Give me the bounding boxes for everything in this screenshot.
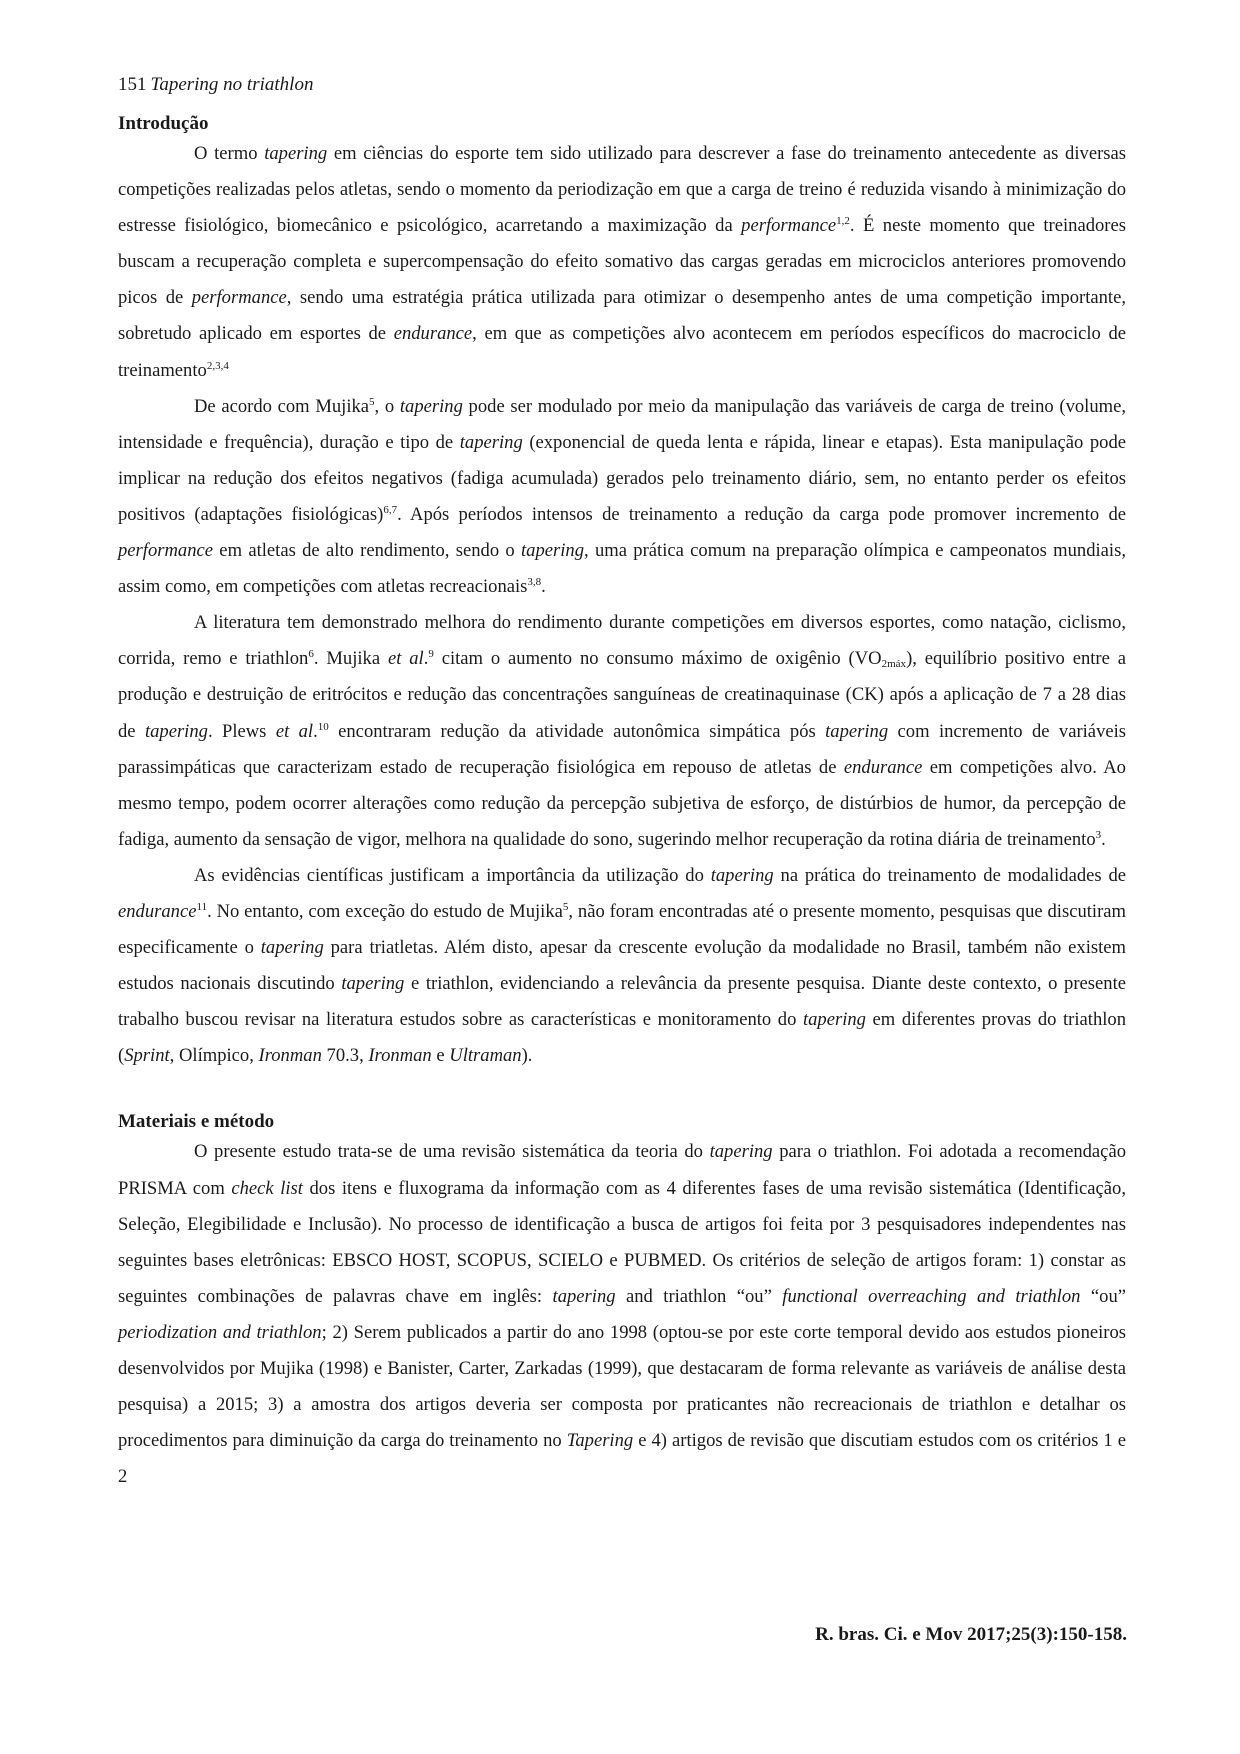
italic-term: Ironman	[368, 1045, 432, 1067]
running-title: Tapering no triathlon	[150, 74, 314, 95]
intro-paragraph-2: De acordo com Mujika$^5$, o tapering pode ser modulado por meio da manipulação das variáveis de carga de treino (volume, intensidade e frequência), duração e tipo de tapering (exponencial de queda lenta e rápida, linear e etapas). Esta manipulação pode implicar na redução dos efeitos negativos (fadiga acumulada) gerados pelo treinamento diário, sem, no entanto perder os efeitos positivos (adaptações fisiológicas)$^{6,7}$. Após períodos intensos de treinamento a redução da carga pode promover incremento de performance em atletas de alto rendimento, sendo o tapering, uma prática comum na preparação olímpica e campeonatos mundiais, assim como, em competições com atletas recreacionais$^{3,8}$.	[118, 395, 1127, 598]
citation-superscript: 1,2	[836, 215, 850, 228]
italic-term: Ironman	[258, 1045, 322, 1067]
journal-citation-footer: R. bras. Ci. e Mov 2017;25(3):150-158.	[815, 1624, 1127, 1645]
citation-superscript: 3,8	[527, 576, 542, 589]
section-spacer	[118, 1074, 1126, 1110]
italic-term: endurance	[843, 756, 923, 778]
citation-superscript: 11	[196, 900, 208, 913]
italic-term: tapering	[260, 937, 324, 959]
italic-term: check list	[231, 1177, 303, 1199]
italic-term: tapering	[264, 143, 328, 164]
italic-term: Tapering	[566, 1430, 634, 1452]
italic-term: tapering	[552, 1285, 616, 1307]
italic-term: et al	[275, 720, 314, 742]
italic-term: tapering	[710, 864, 774, 886]
italic-term: performance	[741, 215, 837, 237]
intro-paragraph-4: As evidências científicas justificam a importância da utilização do tapering na prática do treinamento de modalidades de endurance$^{11}$. No entanto, com exceção do estudo de Mujika$^5$, não foram encontradas até o presente momento, pesquisas que discutiram especificamente o tapering para triatletas. Além disto, apesar da crescente evolução da modalidade no Brasil, também não existem estudos nacionais discutindo tapering e triathlon, evidenciando a relevância da presente pesquisa. Diante deste contexto, o presente trabalho buscou revisar na literatura estudos sobre as características e monitoramento do tapering em diferentes provas do triathlon (Sprint, Olímpico, Ironman 70.3, Ironman e Ultraman).	[118, 864, 1126, 1067]
citation-superscript: 6,7	[383, 503, 398, 516]
running-header	[118, 74, 313, 96]
italic-term: tapering	[399, 395, 463, 417]
italic-term: performance	[191, 287, 287, 309]
italic-term: periodization and triathlon	[118, 1321, 322, 1343]
italic-term: tapering	[521, 540, 585, 562]
italic-term: tapering	[341, 973, 405, 995]
page-number: 151	[118, 74, 147, 95]
italic-term: tapering	[144, 720, 208, 742]
section-heading-methods: Materiais e método	[118, 1111, 275, 1133]
citation-superscript: 9	[428, 648, 434, 661]
italic-term: endurance	[118, 900, 197, 922]
italic-term: functional overreaching and triathlon	[782, 1285, 1081, 1307]
citation-superscript: 5	[369, 395, 375, 408]
italic-term: tapering	[459, 431, 523, 453]
italic-term: performance	[118, 540, 214, 562]
citation-superscript: 5	[562, 900, 569, 913]
italic-term: endurance	[393, 323, 473, 345]
intro-paragraph-3: A literatura tem demonstrado melhora do rendimento durante competições em diversos esportes, como natação, ciclismo, corrida, remo e triathlon$^6$. Mujika et al.$^9$ citam o aumento no consumo máximo de oxigênio $(VO_{2máx})$, equilíbrio positivo entre a produção e destruição de eritrócitos e redução das concentrações sanguíneas de creatinaquinase (CK) após a aplicação de 7 a 28 dias de tapering. Plews et al.$^{10}$ encontraram redução da atividade autonômica simpática pós tapering com incremento de variáveis parassimpáticas que caracterizam estado de recuperação fisiológica em repouso de atletas de endurance em competições alvo. Ao mesmo tempo, podem ocorrer alterações como redução da percepção subjetiva de esforço, de distúrbios de humor, da percepção de fadiga, aumento da sensação de vigor, melhora na qualidade do sono, sugerindo melhor recuperação da rotina diária de treinamento$^3$.	[118, 612, 1127, 850]
section-heading-introduction: Introdução	[118, 113, 209, 134]
article-body	[118, 112, 1126, 1495]
italic-term: et al	[387, 648, 424, 670]
intro-paragraph-1: O termo tapering em ciências do esporte tem sido utilizado para descrever a fase do treinamento antecedente as diversas competições realizadas pelos atletas, sendo o momento da periodização em que a carga de treino é reduzida visando à minimização do estresse fisiológico, biomecânico e psicológico, acarretando a maximização da performance$^{1,2}$. É neste momento que treinadores buscam a recuperação completa e supercompensação do efeito somativo das cargas geradas em microciclos anteriores promovendo picos de performance, sendo uma estratégia prática utilizada para otimizar o desempenho antes de uma competição importante, sobretudo aplicado em esportes de endurance, em que as competições alvo acontecem em períodos específicos do macrociclo de treinamento$^{2,3,4}$	[118, 143, 1127, 381]
italic-term: Sprint	[124, 1045, 170, 1067]
methods-paragraph-1: O presente estudo trata-se de uma revisão sistemática da teoria do tapering para o triathlon. Foi adotada a recomendação PRISMA com check list dos itens e fluxograma da informação com as 4 diferentes fases de uma revisão sistemática (Identificação, Seleção, Elegibilidade e Inclusão). No processo de identificação a busca de artigos foi feita por 3 pesquisadores independentes nas seguintes bases eletrônicas: EBSCO HOST, SCOPUS, SCIELO e PUBMED. Os critérios de seleção de artigos foram: 1) constar as seguintes combinações de palavras chave em inglês: tapering and triathlon “ou” functional overreaching and triathlon “ou” periodization and triathlon; 2) Serem publicados a partir do ano 1998 (optou-se por este corte temporal devido aos estudos pioneiros desenvolvidos por Mujika (1998) e Banister, Carter, Zarkadas (1999), que destacaram de forma relevante as variáveis de análise desta pesquisa) a 2015; 3) a amostra dos artigos deveria ser composta por praticantes não recreacionais de triathlon e detalhar os procedimentos para diminuição da carga do treinamento no Tapering e 4) artigos de revisão que discutiam estudos com os critérios 1 e 2	[118, 1141, 1127, 1488]
citation-superscript: 2,3,4	[206, 359, 229, 372]
italic-term: Ultraman	[449, 1045, 522, 1067]
citation-superscript: 10	[317, 720, 329, 733]
italic-term: tapering	[709, 1141, 773, 1163]
italic-term: tapering	[802, 1009, 866, 1031]
citation-superscript: 3	[1095, 828, 1102, 841]
italic-term: tapering	[825, 720, 889, 742]
citation-superscript: 6	[308, 648, 314, 661]
subscript: 2máx	[881, 658, 907, 671]
